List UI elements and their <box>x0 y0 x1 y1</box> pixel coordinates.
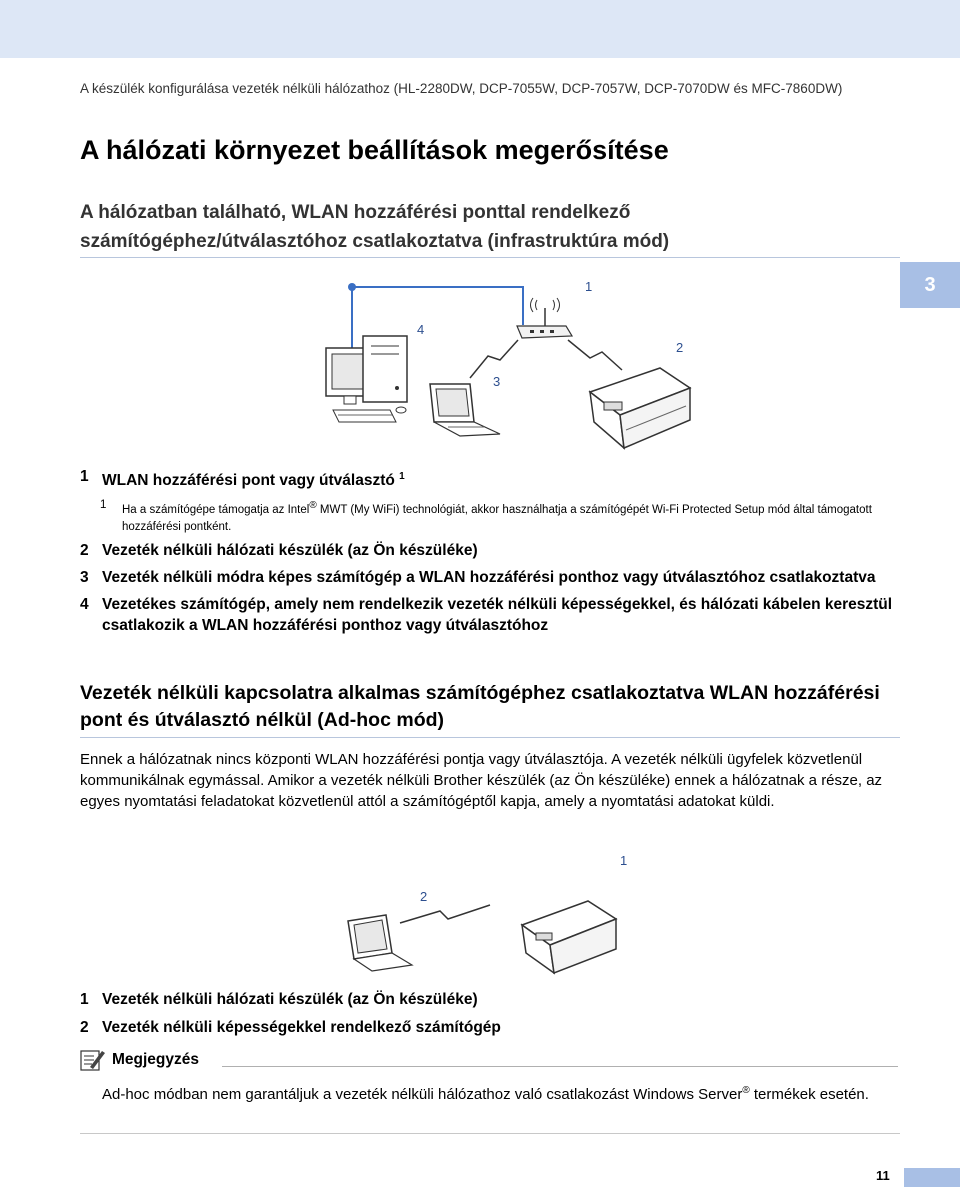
access-point-icon <box>517 298 572 338</box>
printer-icon <box>590 368 690 448</box>
note-pencil-icon <box>80 1048 106 1072</box>
running-header: A készülék konfigurálása vezeték nélküli hálózathoz (HL-2280DW, DCP-7055W, DCP-7057W, DCP-7070DW és MFC-7860DW) <box>80 81 843 96</box>
section-rule <box>80 257 900 258</box>
legend-item: 2 Vezeték nélküli hálózati készülék (az Ön készüléke) <box>80 542 478 559</box>
footnote-number: 1 <box>100 499 107 511</box>
chapter-tab: 3 <box>900 262 960 308</box>
adhoc-paragraph: Ennek a hálózatnak nincs központi WLAN hozzáférési pontja vagy útválasztója. A vezeték nélküli ügyfelek közvetlenül kommunikálnak egymással. Amikor a vezeték nélküli Brother készülék (az Ön készüléke) ennek a hálózatnak a része, az egyes nyomtatási feladatokat közvetlenül attól a számítógéptől kapja, amely a nyomtatási adatokat küldi. <box>80 751 883 810</box>
laptop-icon <box>348 915 412 971</box>
diagram-label-2: 2 <box>676 340 684 355</box>
page-number: 11 <box>876 1168 890 1183</box>
diagram-label-3: 3 <box>493 374 501 389</box>
note-text: Ad-hoc módban nem garantáljuk a vezeték nélküli hálózathoz való csatlakozást Windows Server® termékek esetén. <box>102 1085 869 1103</box>
adhoc-legend <box>80 989 501 1038</box>
diagram-label-1: 1 <box>585 279 593 294</box>
note-rule <box>222 1066 898 1067</box>
laptop-icon <box>430 384 500 436</box>
section-title-adhoc: Vezeték nélküli kapcsolatra alkalmas számítógéphez csatlakoztatva WLAN hozzáférési pont és útválasztó nélkül (Ad-hoc mód) <box>80 682 880 731</box>
infrastructure-legend-b <box>80 540 960 636</box>
top-color-band <box>0 0 960 58</box>
note-header <box>80 1048 199 1072</box>
adhoc-diagram <box>0 845 960 975</box>
legend-item: 1 Vezeték nélküli hálózati készülék (az Ön készüléke) <box>80 991 478 1008</box>
footnote-text: Ha a számítógépe támogatja az Intel® MWT (My WiFi) technológiát, akkor használhatja a számítógépét Wi-Fi Protected Setup mód által támogatott hozzáférési pontként. <box>122 500 872 533</box>
legend-item: 2 Vezeték nélküli képességekkel rendelkező számítógép <box>80 1019 501 1036</box>
page-title: A hálózati környezet beállítások megerősítése <box>80 135 669 165</box>
legend-item: 1 WLAN hozzáférési pont vagy útválasztó $^1$ <box>80 468 405 490</box>
diagram-label-1: 1 <box>620 853 628 868</box>
section-rule <box>80 737 900 738</box>
infrastructure-legend-a <box>80 466 405 491</box>
printer-icon <box>522 901 616 973</box>
desktop-computer-icon <box>326 336 407 422</box>
diagram-label-2: 2 <box>420 889 428 904</box>
infrastructure-diagram <box>0 270 960 450</box>
page-tab <box>904 1168 960 1187</box>
legend-item: 4 Vezetékes számítógép, amely nem rendelkezik vezeték nélküli képességekkel, és hálózati kábelen keresztül csatlakozik a WLAN hozzáférési ponthoz vagy útválasztóhoz <box>80 596 893 634</box>
wireless-link <box>400 905 490 923</box>
wireless-link-device <box>568 340 622 370</box>
diagram-label-4: 4 <box>417 322 425 337</box>
footer-rule <box>80 1133 900 1134</box>
legend-item: 3 Vezeték nélküli módra képes számítógép a WLAN hozzáférési ponthoz vagy útválasztóhoz csatlakoztatva <box>80 569 876 586</box>
section-title-infrastructure: A hálózatban található, WLAN hozzáférési ponttal rendelkező számítógéphez/útválasztóhoz csatlakoztatva (infrastruktúra mód) <box>80 202 670 252</box>
wireless-link-laptop <box>470 340 518 378</box>
note-title: Megjegyzés <box>112 1051 200 1068</box>
